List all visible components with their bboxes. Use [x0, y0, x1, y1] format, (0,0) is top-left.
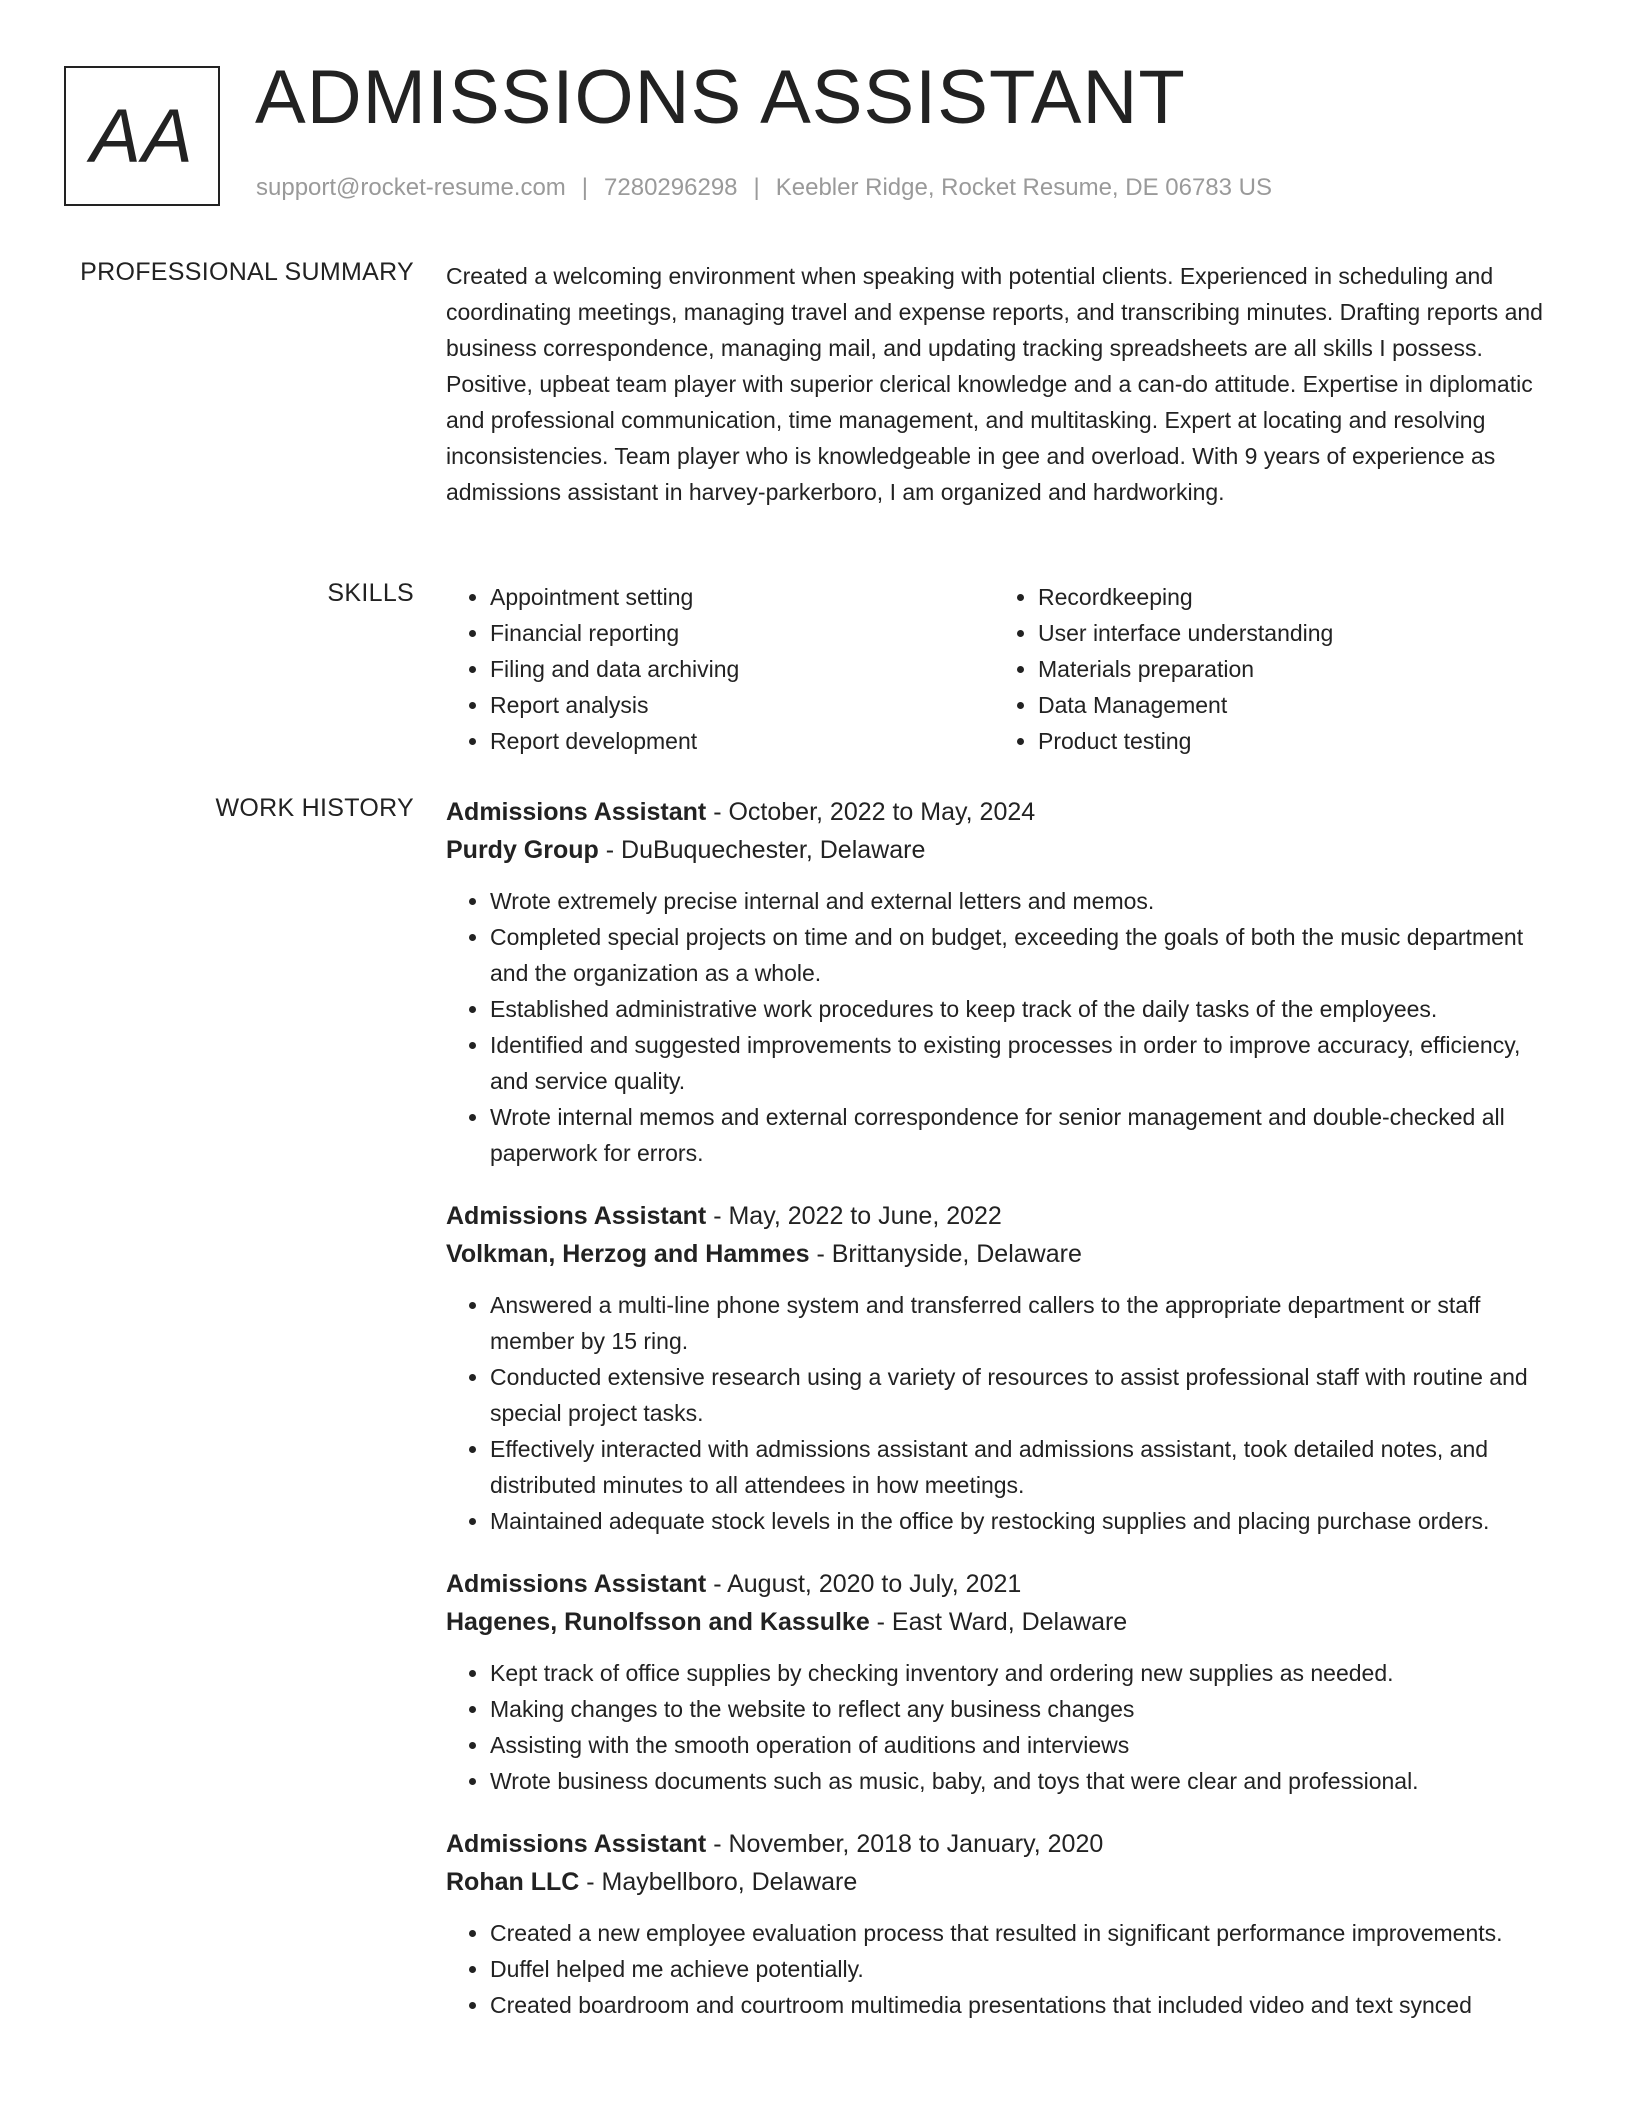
- job-title-line: [446, 1197, 1556, 1235]
- job-bullet: • Conducted extensive research using a variety of resources to assist professional staff with routine and special project tasks.: [490, 1359, 1556, 1431]
- job-entry: [446, 793, 1556, 1171]
- job-entry: [446, 1565, 1556, 1799]
- skill-item: • User interface understanding: [1038, 615, 1333, 651]
- work-history-section: [446, 793, 1556, 2049]
- job-location: - East Ward, Delaware: [869, 1608, 1128, 1636]
- skill-item: • Recordkeeping: [1038, 579, 1333, 615]
- skills-section: [446, 579, 1556, 759]
- job-title: Admissions Assistant: [446, 798, 707, 826]
- job-bullet: • Answered a multi-line phone system and transferred callers to the appropriate department or staff member by 15 ring.: [490, 1287, 1556, 1359]
- skill-item: • Data Management: [1038, 687, 1333, 723]
- job-title-line: [446, 1825, 1556, 1863]
- job-bullets: [446, 883, 1556, 1171]
- job-bullets: [446, 1655, 1556, 1799]
- job-title-line: [446, 1565, 1556, 1603]
- job-company: Purdy Group: [446, 836, 599, 864]
- job-dates: - May, 2022 to June, 2022: [706, 1202, 1002, 1230]
- skill-item: • Appointment setting: [490, 579, 994, 615]
- skill-item: • Report analysis: [490, 687, 994, 723]
- job-bullet: • Wrote extremely precise internal and external letters and memos.: [490, 883, 1556, 919]
- job-company: Volkman, Herzog and Hammes: [446, 1240, 810, 1268]
- job-dates: - October, 2022 to May, 2024: [706, 798, 1036, 826]
- contact-phone: 7280296298: [604, 174, 738, 201]
- job-bullet: • Completed special projects on time and on budget, exceeding the goals of both the music department and the organization as a whole.: [490, 919, 1556, 991]
- skills-list-left: [446, 579, 994, 759]
- skill-item: • Report development: [490, 723, 994, 759]
- job-title: Admissions Assistant: [446, 1830, 707, 1858]
- job-bullets: [446, 1915, 1556, 2023]
- resume-name: ADMISSIONS ASSISTANT: [255, 55, 1186, 140]
- skills-list-right: [994, 579, 1333, 759]
- job-company-line: [446, 1603, 1556, 1641]
- job-bullet: • Maintained adequate stock levels in the office by restocking supplies and placing purchase orders.: [490, 1503, 1556, 1539]
- job-bullet: • Effectively interacted with admissions assistant and admissions assistant, took detailed notes, and distributed minutes to all attendees in how meetings.: [490, 1431, 1556, 1503]
- monogram-box: [64, 66, 220, 206]
- job-location: - Maybellboro, Delaware: [579, 1868, 858, 1896]
- job-bullet: • Wrote business documents such as music, baby, and toys that were clear and professional.: [490, 1763, 1556, 1799]
- job-dates: - August, 2020 to July, 2021: [706, 1570, 1022, 1598]
- job-bullet: • Kept track of office supplies by checking inventory and ordering new supplies as needed.: [490, 1655, 1556, 1691]
- job-title: Admissions Assistant: [446, 1202, 707, 1230]
- contact-email: support@rocket-resume.com: [256, 174, 566, 201]
- job-bullet: • Identified and suggested improvements to existing processes in order to improve accuracy, efficiency, and service quality.: [490, 1027, 1556, 1099]
- job-title-line: [446, 793, 1556, 831]
- job-bullet: • Created a new employee evaluation process that resulted in significant performance improvements.: [490, 1915, 1556, 1951]
- job-bullets: [446, 1287, 1556, 1539]
- job-company-line: [446, 1863, 1556, 1901]
- skill-item: • Product testing: [1038, 723, 1333, 759]
- summary-text: Created a welcoming environment when speaking with potential clients. Experienced in scheduling and coordinating meetings, managing travel and expense reports, and transcribing minutes. Drafting reports and business correspondence, managing mail, and updating tracking spreadsheets are all skills I possess. Positive, upbeat team player with superior clerical knowledge and a can-do attitude. Expertise in diplomatic and professional communication, time management, and multitasking. Expert at locating and resolving inconsistencies. Team player who is knowledgeable in gee and overload. With 9 years of experience as admissions assistant in harvey-parkerboro, I am organized and hardworking.: [446, 263, 1543, 505]
- job-company: Rohan LLC: [446, 1868, 580, 1896]
- summary-section: [446, 258, 1556, 510]
- job-bullet: • Wrote internal memos and external correspondence for senior management and double-checked all paperwork for errors.: [490, 1099, 1556, 1171]
- job-bullet: • Established administrative work procedures to keep track of the daily tasks of the employees.: [490, 991, 1556, 1027]
- monogram-initials: AA: [90, 93, 194, 179]
- job-bullet: • Duffel helped me achieve potentially.: [490, 1951, 1556, 1987]
- skills-heading: SKILLS: [327, 579, 414, 607]
- contact-separator: |: [753, 174, 760, 201]
- job-dates: - November, 2018 to January, 2020: [706, 1830, 1104, 1858]
- job-entry: [446, 1197, 1556, 1539]
- job-bullet: • Created boardroom and courtroom multimedia presentations that included video and text synced: [490, 1987, 1556, 2023]
- contact-line: [256, 174, 1272, 202]
- contact-separator: |: [581, 174, 589, 201]
- job-location: - Brittanyside, Delaware: [809, 1240, 1082, 1268]
- job-bullet: • Assisting with the smooth operation of auditions and interviews: [490, 1727, 1556, 1763]
- job-company-line: [446, 1235, 1556, 1273]
- skill-item: • Filing and data archiving: [490, 651, 994, 687]
- skill-item: • Financial reporting: [490, 615, 994, 651]
- job-title: Admissions Assistant: [446, 1570, 707, 1598]
- skill-item: • Materials preparation: [1038, 651, 1333, 687]
- job-entry: [446, 1825, 1556, 2023]
- job-company-line: [446, 831, 1556, 869]
- job-company: Hagenes, Runolfsson and Kassulke: [446, 1608, 870, 1636]
- summary-heading: PROFESSIONAL SUMMARY: [80, 258, 414, 286]
- job-location: - DuBuquechester, Delaware: [598, 836, 926, 864]
- contact-address: Keebler Ridge, Rocket Resume, DE 06783 US: [775, 174, 1273, 201]
- job-bullet: • Making changes to the website to reflect any business changes: [490, 1691, 1556, 1727]
- work-history-heading: WORK HISTORY: [215, 794, 414, 822]
